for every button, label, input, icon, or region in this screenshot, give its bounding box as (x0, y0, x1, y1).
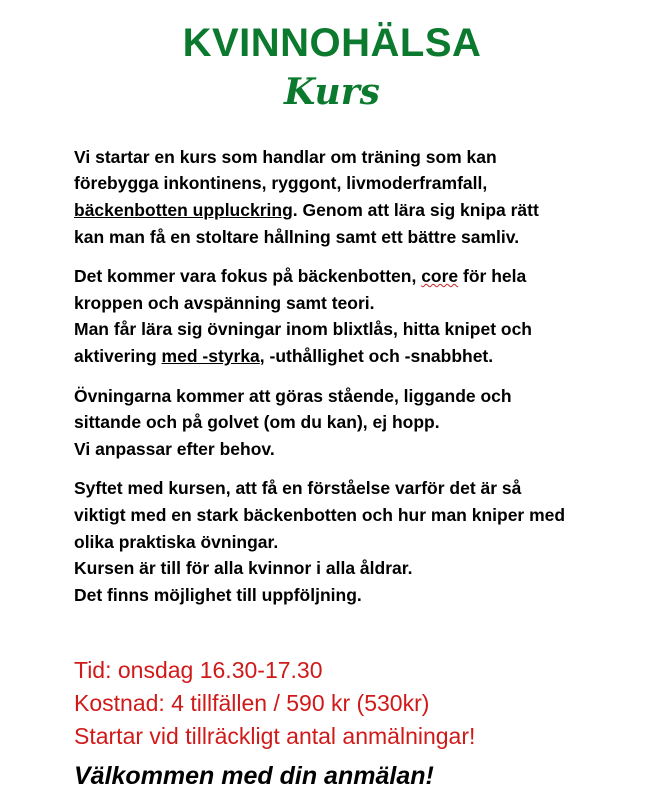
paragraph-focus (74, 263, 616, 369)
paragraph-exercises (74, 383, 616, 463)
detail-cost: Kostnad: 4 tillfällen / 590 kr (530kr) (74, 689, 430, 716)
document-body (0, 112, 664, 609)
intro-line-2: förebygga inkontinens, ryggont, livmoderframfall, (74, 173, 488, 194)
focus-line-1 (74, 263, 616, 290)
focus-line-4-post: , -uthållighet och -snabbhet. (259, 345, 494, 366)
purpose-line-2: viktigt med en stark bäckenbotten och hur man kniper med (74, 504, 566, 525)
page-title: KVINNOHÄLSA (182, 21, 482, 65)
paragraph-intro (74, 144, 616, 250)
closing-message: Välkommen med din anmälan! (74, 762, 434, 791)
spacer-3 (74, 462, 616, 475)
exercises-line-1: Övningarna kommer att göras stående, liggande och (74, 385, 512, 406)
exercises-line-3: Vi anpassar efter behov. (74, 438, 275, 459)
focus-underlined-term: med -styrka (161, 345, 260, 366)
focus-line-3: Man får lära sig övningar inom blixtlås, hitta knipet och (74, 319, 532, 340)
focus-line-4-pre: aktivering (74, 345, 162, 366)
focus-line-1-pre: Det kommer vara fokus på bäckenbotten, (74, 266, 422, 287)
spacer-1 (74, 250, 616, 263)
purpose-line-4: Kursen är till för alla kvinnor i alla åldrar. (74, 558, 413, 579)
spacer-2 (74, 370, 616, 383)
purpose-line-1: Syftet med kursen, att få en förståelse varför det är så (74, 478, 522, 499)
exercises-line-2: sittande och på golvet (om du kan), ej hopp. (74, 412, 440, 433)
intro-underlined-term: bäckenbotten uppluckring (74, 199, 293, 220)
focus-line-1-post: för hela (458, 266, 527, 287)
intro-line-1: Vi startar en kurs som handlar om träning som kan (74, 146, 497, 167)
page-subtitle: Kurs (284, 71, 380, 113)
intro-line-3 (74, 197, 616, 224)
detail-start: Startar vid tillräckligt antal anmälningar! (74, 722, 476, 749)
intro-line-4: kan man få en stoltare hållning samt ett bättre samliv. (74, 226, 520, 247)
focus-line-4 (74, 343, 616, 370)
course-details (0, 608, 664, 752)
purpose-line-5: Det finns möjlighet till uppföljning. (74, 584, 362, 605)
focus-term-core: core (421, 266, 459, 287)
intro-line-3-rest: . Genom att lära sig knipa rätt (292, 199, 539, 220)
paragraph-purpose (74, 475, 616, 608)
detail-time: Tid: onsdag 16.30-17.30 (74, 657, 323, 684)
purpose-line-3: olika praktiska övningar. (74, 531, 279, 552)
focus-line-2: kroppen och avspänning samt teori. (74, 292, 375, 313)
